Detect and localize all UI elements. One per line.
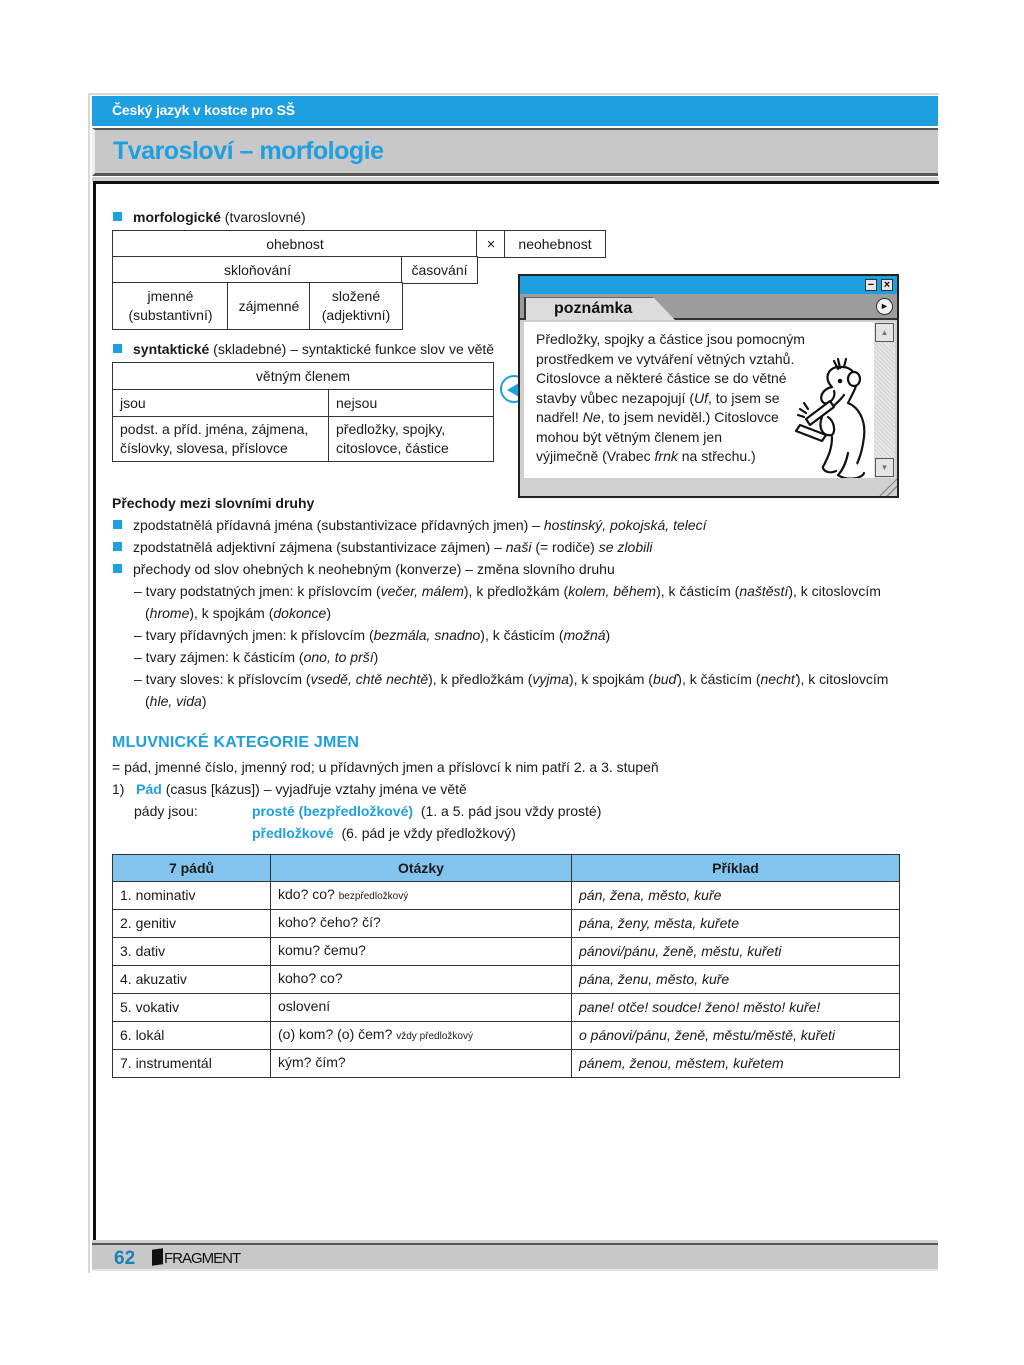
- col-no: nejsou: [329, 390, 494, 417]
- page-number: 62: [114, 1248, 136, 1269]
- table-row: 3. dativ komu? čemu? pánovi/pánu, ženě, městu, kuřeti: [113, 938, 900, 966]
- table-row: 7. instrumentál kým? čím? pánem, ženou, městem, kuřetem: [113, 1050, 900, 1078]
- note-statusbar: [520, 478, 897, 496]
- note-tab[interactable]: poznámka: [524, 297, 654, 320]
- cases-table: [112, 854, 900, 1078]
- cell-times: ×: [476, 230, 506, 258]
- note-titlebar: [520, 276, 897, 294]
- grammar-categories-definition: = pád, jmenné číslo, jmenný rod; u přídavných jmen a příslovcí k nim patří 2. a 3. stupeň: [112, 759, 659, 775]
- bullet-square-icon: [113, 542, 122, 551]
- case-item: 1) Pád (casus [kázus]) – vyjadřuje vztahy jména ve větě: [112, 781, 467, 797]
- table-row: 6. lokál (o) kom? (o) čem? vždy předložkový o pánovi/pánu, ženě, městu/městě, kuřeti: [113, 1022, 900, 1050]
- note-text: Předložky, spojky a částice jsou pomocným prostředkem ve vytváření větných vztahů. Citoslovce a některé částice se do větné stavby vůbec nezapojují (Uf, to jsem se nadřel! Ne, to jsem neviděl.) Citoslovce mohou být větným členem jen výjimečně (Vrabec frnk na střechu.): [536, 331, 805, 464]
- prepositional-cases: předložkové (6. pád je vždy předložkový): [252, 825, 516, 841]
- note-window: [518, 274, 899, 498]
- cell-nominal: jmenné (substantivní): [112, 282, 229, 330]
- minimize-icon[interactable]: −: [865, 279, 877, 291]
- no-values: předložky, spojky, citoslovce, částice: [329, 417, 494, 462]
- note-tab-edge: [653, 297, 675, 320]
- cell-conjugation: časování: [401, 256, 478, 284]
- transitions-heading: Přechody mezi slovními druhy: [112, 495, 315, 511]
- grammar-categories-heading: MLUVNICKÉ KATEGORIE JMEN: [112, 734, 360, 751]
- header-questions: Otázky: [271, 855, 572, 882]
- transition-sub-adjectives: – tvary přídavných jmen: k příslovcím (bezmála, snadno), k částicím (možná): [134, 627, 611, 643]
- syntactic-header: větným členem: [113, 363, 494, 390]
- bullet-square-icon: [113, 212, 122, 221]
- transition-sub-nouns-cont: (hrome), k spojkám (dokonce): [145, 605, 331, 621]
- cell-inflection: ohebnost: [112, 230, 478, 258]
- cell-non-inflection: neohebnost: [504, 230, 606, 258]
- table-row: 4. akuzativ koho? co? pána, ženu, město, kuře: [113, 966, 900, 994]
- book-title-bar: [92, 96, 938, 126]
- chapter-title: Tvarosloví – morfologie: [113, 137, 384, 165]
- transition-sub-nouns: – tvary podstatných jmen: k příslovcím (večer, málem), k předložkám (kolem, během), k částicím (naštěstí), k citoslovcím: [134, 583, 881, 599]
- transition-sub-pronouns: – tvary zájmen: k částicím (ono, to prší): [134, 649, 379, 665]
- morphological-label: morfologické (tvaroslovné): [113, 208, 306, 226]
- footer-bar: [92, 1243, 938, 1271]
- resize-grip-icon[interactable]: [879, 478, 897, 496]
- table-row: 5. vokativ oslovení pane! otče! soudce! ženo! město! kuře!: [113, 994, 900, 1022]
- bullet-square-icon: [113, 564, 122, 573]
- table-row: 2. genitiv koho? čeho? čí? pána, ženy, města, kuřete: [113, 910, 900, 938]
- play-next-icon[interactable]: ►: [876, 298, 893, 315]
- book-logo-icon: [152, 1248, 163, 1266]
- book-title: Český jazyk v kostce pro SŠ: [112, 102, 295, 118]
- note-tab-row: [520, 294, 897, 320]
- table-row: 1. nominativ kdo? co? bezpředložkový pán, žena, město, kuře: [113, 882, 900, 910]
- cases-label: pády jsou:: [134, 803, 198, 819]
- cartoon-man-writing-icon: [792, 357, 880, 482]
- transition-item-2: zpodstatnělá adjektivní zájmena (substantivizace zájmen) – naši (= rodiče) se zlobili: [113, 538, 652, 556]
- cell-pronominal: zájmenné: [227, 282, 311, 330]
- cell-compound: složené (adjektivní): [309, 282, 403, 330]
- yes-values: podst. a příd. jména, zájmena, číslovky, slovesa, příslovce: [113, 417, 329, 462]
- syntactic-label: syntaktické (skladebné) – syntaktické funkce slov ve větě: [113, 340, 494, 358]
- transition-sub-verbs-cont: (hle, vida): [145, 693, 207, 709]
- col-yes: jsou: [113, 390, 329, 417]
- publisher-logo: FRAGMENT: [152, 1249, 240, 1267]
- syntactic-table: [112, 362, 494, 462]
- scroll-down-icon[interactable]: ▼: [875, 458, 894, 477]
- transition-item-3: přechody od slov ohebných k neohebným (konverze) – změna slovního druhu: [113, 560, 615, 578]
- transition-item-1: zpodstatnělá přídavná jména (substantivizace přídavných jmen) – hostinský, pokojská, telecí: [113, 516, 707, 534]
- bullet-square-icon: [113, 520, 122, 529]
- transition-sub-verbs: – tvary sloves: k příslovcím (vsedě, chtě nechtě), k předložkám (vyjma), k spojkám (buď), k částicím (nechť), k citoslovcím: [134, 671, 889, 687]
- simple-cases: prosté (bezpředložkové) (1. a 5. pád jsou vždy prosté): [252, 803, 602, 819]
- close-icon[interactable]: ×: [881, 279, 893, 291]
- note-body: [524, 322, 874, 478]
- chapter-title-bar: [92, 128, 938, 176]
- header-example: Příklad: [572, 855, 900, 882]
- cell-declension: skloňování: [112, 256, 403, 284]
- scroll-up-icon[interactable]: ▲: [875, 323, 894, 342]
- header-cases: 7 pádů: [113, 855, 271, 882]
- note-scrollbar[interactable]: [874, 322, 895, 478]
- bullet-square-icon: [113, 344, 122, 353]
